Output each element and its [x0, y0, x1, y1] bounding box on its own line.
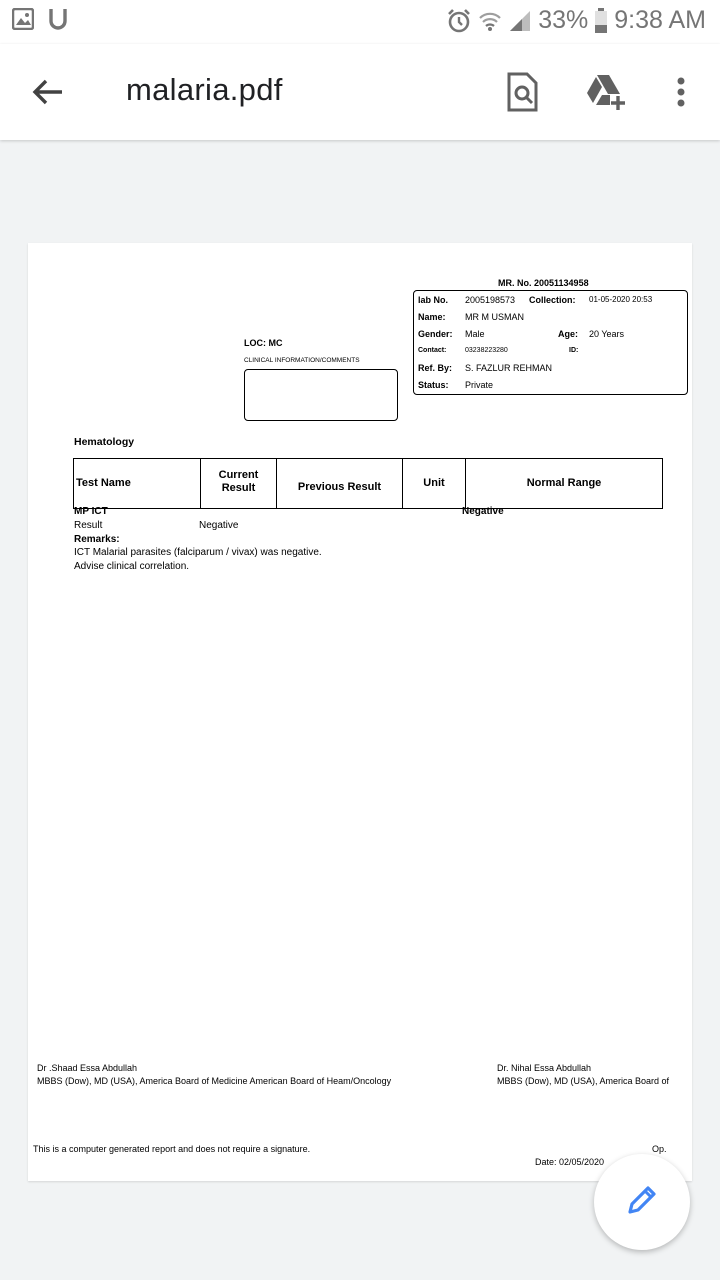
header-test-name: Test Name [74, 459, 201, 509]
age-label: Age: [558, 329, 578, 339]
remarks-line-2: Advise clinical correlation. [74, 561, 190, 572]
wifi-icon [478, 9, 502, 33]
ref-by-label: Ref. By: [418, 363, 453, 373]
name-label: Name: [418, 312, 446, 322]
edit-fab-button[interactable] [594, 1154, 690, 1250]
gender-value: Male [465, 329, 485, 339]
age-value: 20 Years [589, 329, 625, 339]
results-table [73, 458, 663, 509]
id-label: ID: [569, 347, 579, 354]
header-current-result: Current Result [201, 459, 277, 509]
header-unit: Unit [403, 459, 466, 509]
collection-label: Collection: [529, 295, 576, 305]
clinical-info-box [244, 369, 398, 421]
mr-number: MR. No. 20051134958 [498, 278, 589, 288]
battery-icon [594, 8, 608, 34]
u-icon [48, 8, 68, 30]
doctor1-name: Dr .Shaad Essa Abdullah [37, 1063, 138, 1073]
edit-pencil-icon [624, 1182, 660, 1223]
contact-label: Contact: [418, 347, 447, 354]
footer-note: This is a computer generated report and does not require a signature. [33, 1144, 311, 1154]
image-icon [12, 8, 34, 30]
doctor1-qualifications: MBBS (Dow), MD (USA), America Board of Medicine American Board of Heam/Oncology [37, 1076, 392, 1086]
footer-op: Op. [652, 1144, 667, 1154]
location-label: LOC: MC [244, 338, 283, 348]
table-header-row [74, 459, 663, 509]
patient-info-box [413, 290, 688, 395]
remarks-label: Remarks: [74, 534, 120, 545]
result-label: Result [74, 520, 103, 531]
status-value: Private [465, 380, 494, 390]
back-arrow-icon[interactable] [28, 72, 68, 112]
add-to-drive-icon[interactable] [582, 68, 630, 116]
app-bar [0, 44, 720, 140]
pdf-page[interactable] [28, 243, 692, 1181]
document-title: malaria.pdf [126, 72, 283, 107]
result-value: Negative [199, 520, 239, 531]
lab-no-value: 2005198573 [465, 295, 516, 305]
doctor2-qualifications: MBBS (Dow), MD (USA), America Board of [497, 1076, 670, 1086]
section-heading: Hematology [74, 436, 135, 448]
alarm-icon [446, 8, 472, 34]
header-previous-result: Previous Result [277, 459, 403, 509]
doctor2-name: Dr. Nihal Essa Abdullah [497, 1063, 592, 1073]
footer-date: Date: 02/05/2020 [535, 1157, 605, 1167]
remarks-line-1: ICT Malarial parasites (falciparum / vivax) was negative. [74, 547, 322, 558]
clock-time: 9:38 AM [614, 6, 706, 34]
header-normal-range: Normal Range [466, 459, 663, 509]
name-value: MR M USMAN [465, 312, 524, 322]
contact-value: 03238223280 [465, 347, 508, 354]
lab-no-label: lab No. [418, 295, 449, 305]
find-in-page-icon[interactable] [498, 68, 546, 116]
ref-by-value: S. FAZLUR REHMAN [465, 363, 553, 373]
battery-percent: 33% [538, 6, 589, 34]
gender-label: Gender: [418, 329, 453, 339]
clinical-info-label: CLINICAL INFORMATION/COMMENTS [244, 357, 360, 364]
collection-value: 01-05-2020 20:53 [589, 295, 653, 304]
signal-icon [508, 9, 532, 33]
normal-range-value: Negative [462, 506, 504, 517]
status-label: Status: [418, 380, 449, 390]
status-bar [0, 0, 720, 44]
more-vert-icon[interactable] [657, 68, 705, 116]
test-name: MP ICT [74, 506, 108, 517]
